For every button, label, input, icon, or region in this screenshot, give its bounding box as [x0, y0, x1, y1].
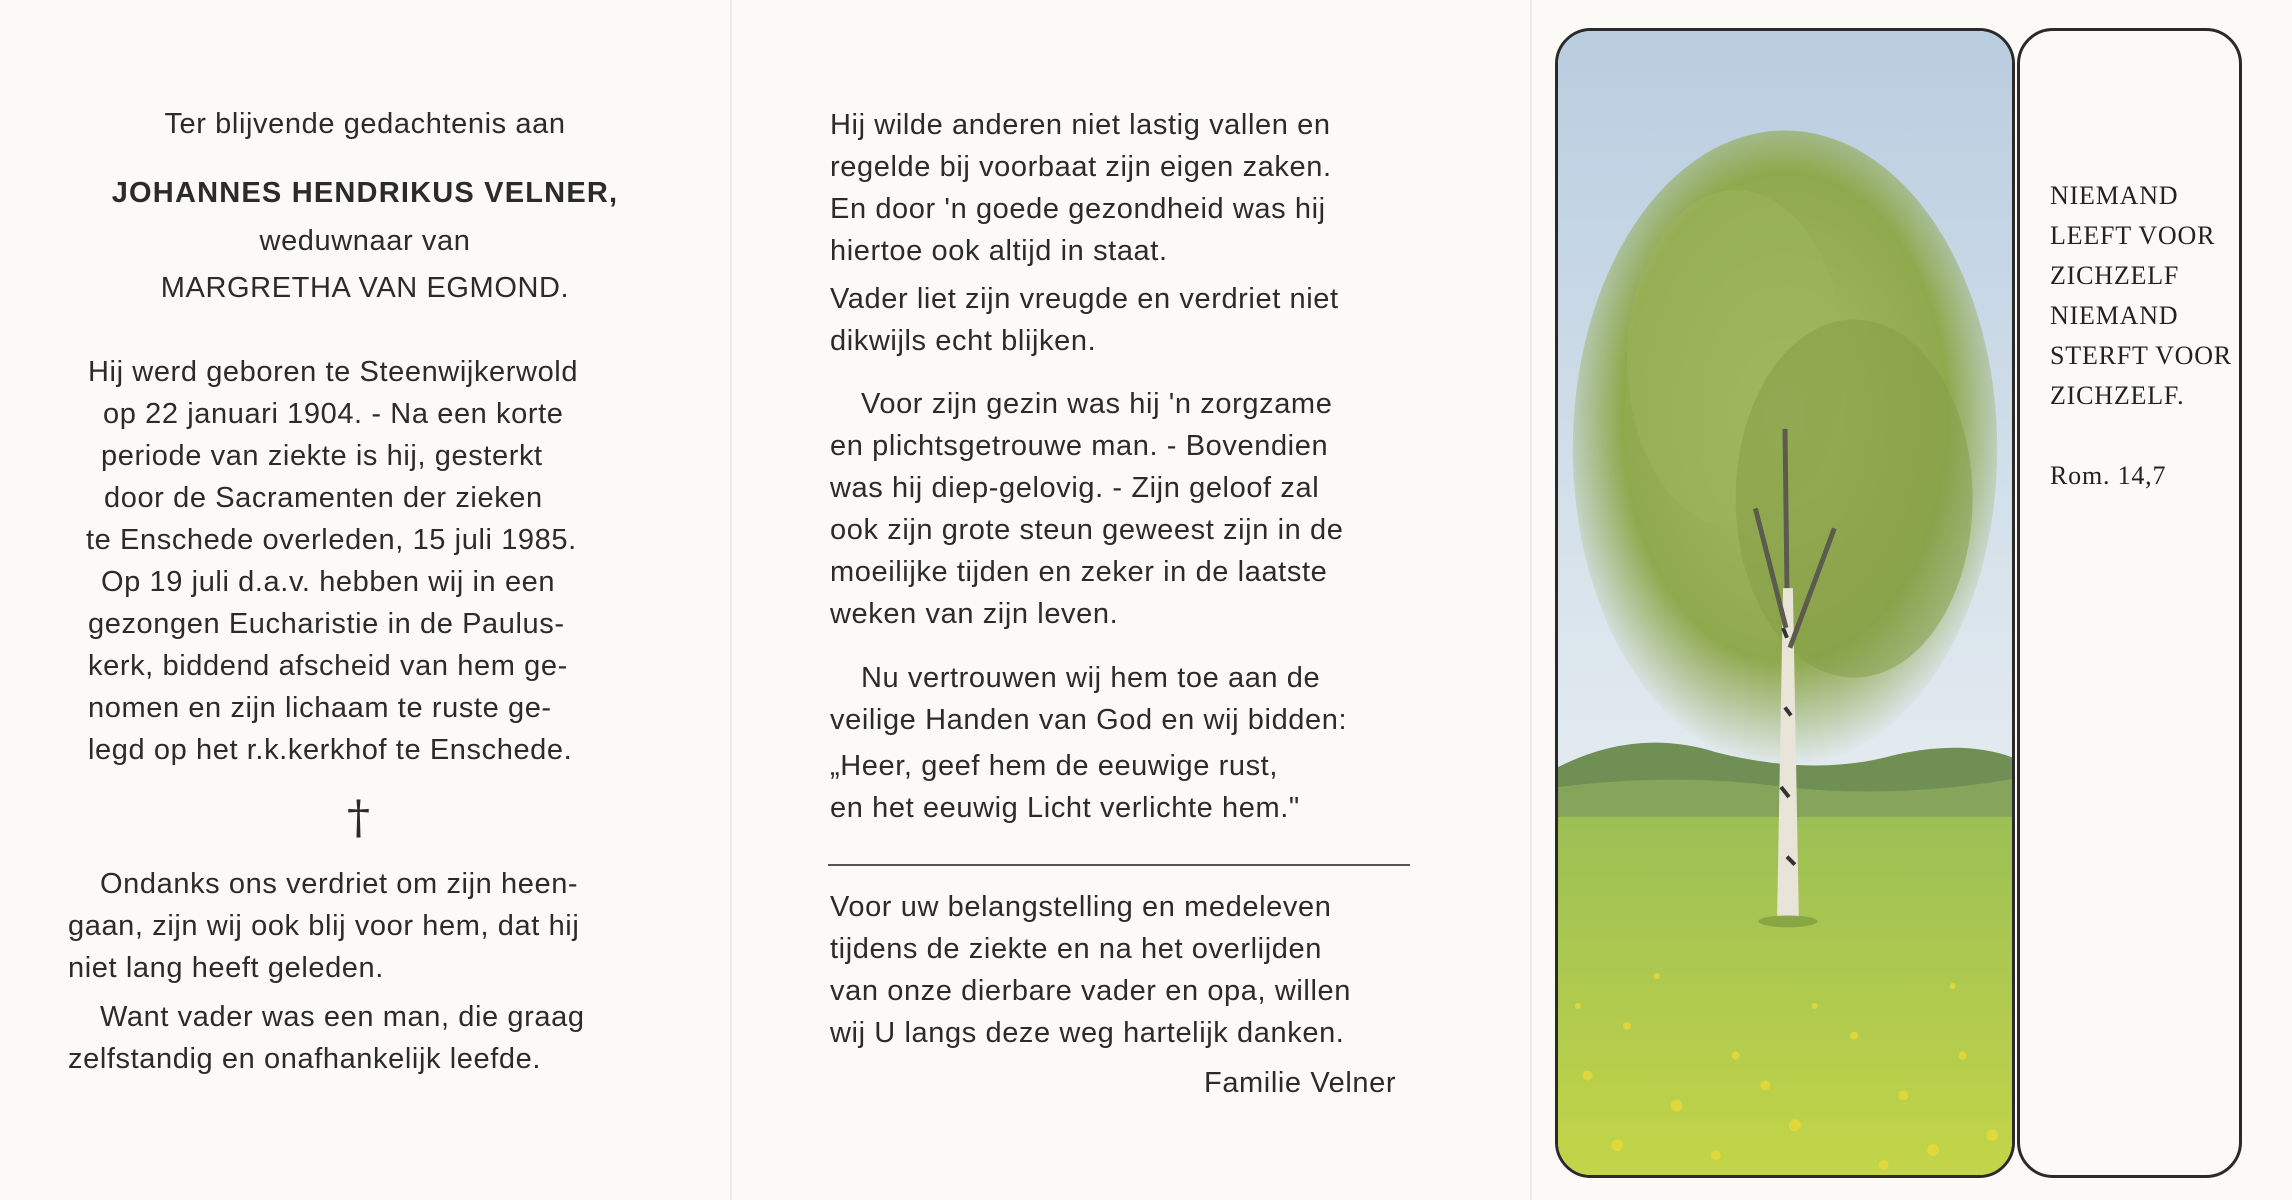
- left-panel: [0, 0, 730, 1200]
- intro-text: Ter blijvende gedachtenis aan: [164, 108, 566, 140]
- thanks-line: Voor uw belangstelling en medeleven: [830, 891, 1332, 923]
- verse-line: NIEMAND: [2050, 181, 2179, 210]
- bio-line: kerk, biddend afscheid van hem ge-: [88, 650, 568, 682]
- prayer-line: „Heer, geef hem de eeuwige rust,: [830, 750, 1278, 782]
- verse-panel: [2017, 28, 2242, 1178]
- verse-line: NIEMAND: [2050, 301, 2179, 330]
- verse-line: STERFT VOOR: [2050, 341, 2232, 370]
- bio-line: periode van ziekte is hij, gesterkt: [101, 440, 543, 472]
- paragraph-line: dikwijls echt blijken.: [830, 325, 1097, 357]
- bio-line: nomen en zijn lichaam te ruste ge-: [88, 692, 552, 724]
- deceased-name: JOHANNES HENDRIKUS VELNER,: [111, 177, 619, 209]
- signature: Familie Velner: [1204, 1067, 1397, 1099]
- verse-line: LEEFT VOOR: [2050, 221, 2216, 250]
- verse-reference: Rom. 14,7: [2050, 461, 2167, 490]
- thanks-line: tijdens de ziekte en na het overlijden: [830, 933, 1322, 965]
- paragraph-line: Ondanks ons verdriet om zijn heen-: [100, 868, 579, 900]
- relation-text: weduwnaar van: [259, 225, 471, 257]
- cross-icon: †: [347, 790, 370, 844]
- paragraph-line: En door 'n goede gezondheid was hij: [830, 193, 1326, 225]
- paragraph-line: veilige Handen van God en wij bidden:: [830, 704, 1348, 736]
- bio-line: te Enschede overleden, 15 juli 1985.: [86, 524, 577, 556]
- birch-tree-image: [1558, 31, 2012, 1175]
- paragraph-line: moeilijke tijden en zeker in de laatste: [830, 556, 1328, 588]
- paragraph-line: ook zijn grote steun geweest zijn in de: [830, 514, 1344, 546]
- bio-line: legd op het r.k.kerkhof te Enschede.: [88, 734, 573, 766]
- bio-line: gezongen Eucharistie in de Paulus-: [88, 608, 565, 640]
- paragraph-line: niet lang heeft geleden.: [68, 952, 384, 984]
- paragraph-line: en plichtsgetrouwe man. - Bovendien: [830, 430, 1329, 462]
- divider-line: [828, 864, 1410, 866]
- bio-line: Hij werd geboren te Steenwijkerwold: [88, 356, 579, 388]
- thanks-line: wij U langs deze weg hartelijk danken.: [830, 1017, 1345, 1049]
- paragraph-line: Nu vertrouwen wij hem toe aan de: [861, 662, 1321, 694]
- paragraph-line: gaan, zijn wij ook blij voor hem, dat hij: [68, 910, 580, 942]
- paragraph-line: weken van zijn leven.: [830, 598, 1119, 630]
- paragraph-line: Want vader was een man, die graag: [100, 1001, 585, 1033]
- prayer-line: en het eeuwig Licht verlichte hem.": [830, 792, 1300, 824]
- paragraph-line: regelde bij voorbaat zijn eigen zaken.: [830, 151, 1332, 183]
- paragraph-line: Voor zijn gezin was hij 'n zorgzame: [861, 388, 1333, 420]
- paragraph-line: Vader liet zijn vreugde en verdriet niet: [830, 283, 1339, 315]
- bio-line: door de Sacramenten der zieken: [104, 482, 543, 514]
- bio-line: Op 19 juli d.a.v. hebben wij in een: [101, 566, 556, 598]
- bio-line: op 22 januari 1904. - Na een korte: [103, 398, 564, 430]
- verse-line: ZICHZELF: [2050, 261, 2180, 290]
- tree-photo: [1555, 28, 2015, 1178]
- fold-line-2: [1530, 0, 1532, 1200]
- middle-panel: [730, 0, 1530, 1200]
- thanks-line: van onze dierbare vader en opa, willen: [830, 975, 1351, 1007]
- verse-line: ZICHZELF.: [2050, 381, 2185, 410]
- spouse-name: MARGRETHA VAN EGMOND.: [160, 272, 570, 304]
- paragraph-line: zelfstandig en onafhankelijk leefde.: [68, 1043, 542, 1075]
- paragraph-line: Hij wilde anderen niet lastig vallen en: [830, 109, 1331, 141]
- paragraph-line: was hij diep-gelovig. - Zijn geloof zal: [830, 472, 1320, 504]
- paragraph-line: hiertoe ook altijd in staat.: [830, 235, 1168, 267]
